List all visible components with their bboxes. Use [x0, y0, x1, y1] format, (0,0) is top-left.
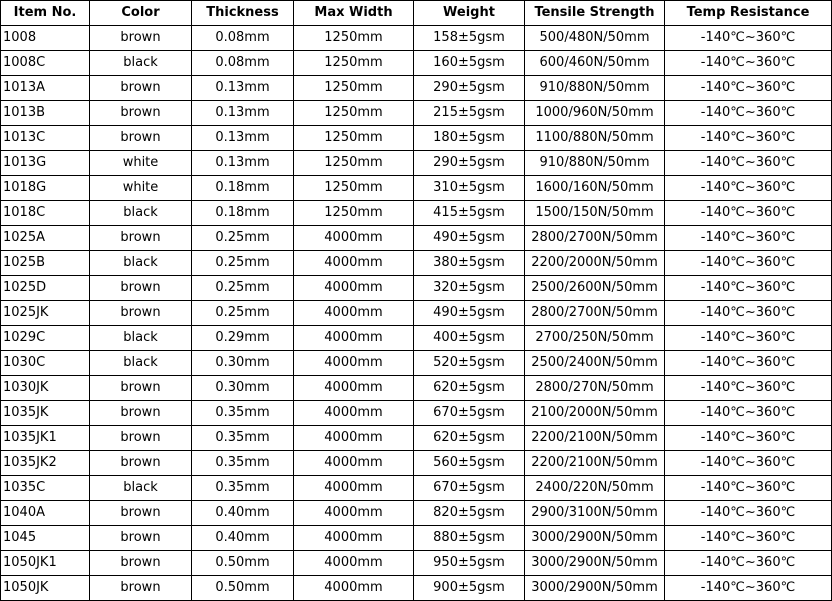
cell-temp-resistance: -140℃~360℃: [665, 401, 832, 426]
cell-weight: 320±5gsm: [414, 276, 525, 301]
table-row: [1, 126, 832, 151]
cell-thickness: 0.30mm: [192, 376, 294, 401]
cell-tensile-strength: 2800/270N/50mm: [525, 376, 665, 401]
cell-tensile-strength: 1000/960N/50mm: [525, 101, 665, 126]
cell-color: brown: [90, 76, 192, 101]
header-weight: Weight: [414, 1, 525, 26]
cell-max-width: 4000mm: [294, 576, 414, 601]
table-row: [1, 326, 832, 351]
cell-max-width: 4000mm: [294, 251, 414, 276]
table-row: [1, 501, 832, 526]
cell-max-width: 4000mm: [294, 526, 414, 551]
cell-weight: 158±5gsm: [414, 26, 525, 51]
cell-tensile-strength: 1500/150N/50mm: [525, 201, 665, 226]
cell-color: brown: [90, 501, 192, 526]
table-row: [1, 151, 832, 176]
cell-weight: 520±5gsm: [414, 351, 525, 376]
cell-item-no: 1035JK1: [1, 426, 90, 451]
table-row: [1, 176, 832, 201]
table-header: [1, 1, 832, 26]
cell-thickness: 0.35mm: [192, 451, 294, 476]
table-row: [1, 576, 832, 601]
cell-weight: 620±5gsm: [414, 426, 525, 451]
cell-item-no: 1050JK: [1, 576, 90, 601]
cell-item-no: 1013B: [1, 101, 90, 126]
cell-color: black: [90, 201, 192, 226]
cell-thickness: 0.18mm: [192, 201, 294, 226]
cell-item-no: 1035C: [1, 476, 90, 501]
cell-temp-resistance: -140℃~360℃: [665, 326, 832, 351]
cell-item-no: 1050JK1: [1, 551, 90, 576]
cell-max-width: 4000mm: [294, 376, 414, 401]
cell-item-no: 1029C: [1, 326, 90, 351]
cell-max-width: 4000mm: [294, 401, 414, 426]
cell-tensile-strength: 500/480N/50mm: [525, 26, 665, 51]
cell-tensile-strength: 2400/220N/50mm: [525, 476, 665, 501]
cell-max-width: 4000mm: [294, 551, 414, 576]
cell-max-width: 1250mm: [294, 26, 414, 51]
cell-weight: 900±5gsm: [414, 576, 525, 601]
cell-color: brown: [90, 26, 192, 51]
cell-tensile-strength: 3000/2900N/50mm: [525, 526, 665, 551]
cell-weight: 560±5gsm: [414, 451, 525, 476]
header-thickness: Thickness: [192, 1, 294, 26]
cell-temp-resistance: -140℃~360℃: [665, 26, 832, 51]
table-row: [1, 301, 832, 326]
cell-color: white: [90, 176, 192, 201]
cell-weight: 400±5gsm: [414, 326, 525, 351]
cell-weight: 670±5gsm: [414, 476, 525, 501]
cell-temp-resistance: -140℃~360℃: [665, 51, 832, 76]
cell-thickness: 0.29mm: [192, 326, 294, 351]
cell-temp-resistance: -140℃~360℃: [665, 551, 832, 576]
table-row: [1, 226, 832, 251]
cell-item-no: 1008: [1, 26, 90, 51]
cell-tensile-strength: 2500/2400N/50mm: [525, 351, 665, 376]
cell-max-width: 4000mm: [294, 226, 414, 251]
table-row: [1, 51, 832, 76]
cell-temp-resistance: -140℃~360℃: [665, 426, 832, 451]
header-tensile-strength: Tensile Strength: [525, 1, 665, 26]
cell-max-width: 4000mm: [294, 426, 414, 451]
cell-max-width: 4000mm: [294, 351, 414, 376]
cell-tensile-strength: 2500/2600N/50mm: [525, 276, 665, 301]
cell-thickness: 0.35mm: [192, 426, 294, 451]
cell-temp-resistance: -140℃~360℃: [665, 201, 832, 226]
cell-item-no: 1018G: [1, 176, 90, 201]
cell-weight: 380±5gsm: [414, 251, 525, 276]
cell-temp-resistance: -140℃~360℃: [665, 376, 832, 401]
cell-item-no: 1045: [1, 526, 90, 551]
cell-weight: 490±5gsm: [414, 226, 525, 251]
table-row: [1, 201, 832, 226]
cell-max-width: 1250mm: [294, 151, 414, 176]
header-color: Color: [90, 1, 192, 26]
table-row: [1, 276, 832, 301]
cell-item-no: 1040A: [1, 501, 90, 526]
cell-weight: 160±5gsm: [414, 51, 525, 76]
header-temp-resistance: Temp Resistance: [665, 1, 832, 26]
cell-item-no: 1025B: [1, 251, 90, 276]
cell-tensile-strength: 3000/2900N/50mm: [525, 576, 665, 601]
table-row: [1, 526, 832, 551]
cell-tensile-strength: 2700/250N/50mm: [525, 326, 665, 351]
table-body: [1, 26, 832, 601]
cell-max-width: 1250mm: [294, 201, 414, 226]
cell-temp-resistance: -140℃~360℃: [665, 451, 832, 476]
cell-weight: 215±5gsm: [414, 101, 525, 126]
cell-weight: 880±5gsm: [414, 526, 525, 551]
cell-tensile-strength: 2900/3100N/50mm: [525, 501, 665, 526]
cell-temp-resistance: -140℃~360℃: [665, 76, 832, 101]
cell-max-width: 4000mm: [294, 326, 414, 351]
cell-max-width: 1250mm: [294, 76, 414, 101]
table-row: [1, 401, 832, 426]
cell-thickness: 0.30mm: [192, 351, 294, 376]
cell-thickness: 0.35mm: [192, 476, 294, 501]
table-row: [1, 26, 832, 51]
cell-thickness: 0.40mm: [192, 526, 294, 551]
cell-thickness: 0.25mm: [192, 226, 294, 251]
table-row: [1, 101, 832, 126]
table-row: [1, 376, 832, 401]
cell-max-width: 4000mm: [294, 476, 414, 501]
cell-thickness: 0.13mm: [192, 126, 294, 151]
cell-tensile-strength: 910/880N/50mm: [525, 76, 665, 101]
table-row: [1, 76, 832, 101]
cell-temp-resistance: -140℃~360℃: [665, 176, 832, 201]
cell-thickness: 0.08mm: [192, 26, 294, 51]
cell-max-width: 1250mm: [294, 126, 414, 151]
cell-item-no: 1013G: [1, 151, 90, 176]
cell-max-width: 1250mm: [294, 176, 414, 201]
cell-tensile-strength: 600/460N/50mm: [525, 51, 665, 76]
table-row: [1, 351, 832, 376]
table-row: [1, 426, 832, 451]
cell-color: brown: [90, 101, 192, 126]
cell-temp-resistance: -140℃~360℃: [665, 226, 832, 251]
cell-item-no: 1018C: [1, 201, 90, 226]
cell-item-no: 1035JK2: [1, 451, 90, 476]
cell-tensile-strength: 1600/160N/50mm: [525, 176, 665, 201]
cell-thickness: 0.25mm: [192, 276, 294, 301]
cell-tensile-strength: 1100/880N/50mm: [525, 126, 665, 151]
cell-color: black: [90, 326, 192, 351]
header-max-width: Max Width: [294, 1, 414, 26]
table-row: [1, 251, 832, 276]
table-row: [1, 476, 832, 501]
cell-item-no: 1013A: [1, 76, 90, 101]
cell-item-no: 1025A: [1, 226, 90, 251]
cell-item-no: 1030JK: [1, 376, 90, 401]
cell-tensile-strength: 2100/2000N/50mm: [525, 401, 665, 426]
cell-color: black: [90, 251, 192, 276]
cell-temp-resistance: -140℃~360℃: [665, 276, 832, 301]
cell-color: brown: [90, 551, 192, 576]
cell-temp-resistance: -140℃~360℃: [665, 576, 832, 601]
cell-item-no: 1008C: [1, 51, 90, 76]
cell-temp-resistance: -140℃~360℃: [665, 251, 832, 276]
cell-color: brown: [90, 401, 192, 426]
cell-item-no: 1013C: [1, 126, 90, 151]
header-item-no: Item No.: [1, 1, 90, 26]
cell-tensile-strength: 2800/2700N/50mm: [525, 301, 665, 326]
cell-thickness: 0.40mm: [192, 501, 294, 526]
cell-color: brown: [90, 301, 192, 326]
cell-max-width: 4000mm: [294, 301, 414, 326]
cell-temp-resistance: -140℃~360℃: [665, 126, 832, 151]
table-row: [1, 451, 832, 476]
cell-tensile-strength: 910/880N/50mm: [525, 151, 665, 176]
cell-thickness: 0.25mm: [192, 301, 294, 326]
cell-weight: 490±5gsm: [414, 301, 525, 326]
cell-weight: 180±5gsm: [414, 126, 525, 151]
cell-temp-resistance: -140℃~360℃: [665, 501, 832, 526]
cell-weight: 290±5gsm: [414, 76, 525, 101]
cell-thickness: 0.13mm: [192, 76, 294, 101]
cell-max-width: 1250mm: [294, 51, 414, 76]
cell-color: brown: [90, 426, 192, 451]
cell-weight: 620±5gsm: [414, 376, 525, 401]
cell-tensile-strength: 2200/2000N/50mm: [525, 251, 665, 276]
cell-weight: 290±5gsm: [414, 151, 525, 176]
cell-item-no: 1025JK: [1, 301, 90, 326]
cell-max-width: 4000mm: [294, 451, 414, 476]
cell-temp-resistance: -140℃~360℃: [665, 101, 832, 126]
cell-temp-resistance: -140℃~360℃: [665, 151, 832, 176]
cell-weight: 310±5gsm: [414, 176, 525, 201]
cell-thickness: 0.13mm: [192, 151, 294, 176]
cell-item-no: 1035JK: [1, 401, 90, 426]
cell-thickness: 0.50mm: [192, 576, 294, 601]
cell-thickness: 0.25mm: [192, 251, 294, 276]
cell-color: brown: [90, 376, 192, 401]
table-row: [1, 551, 832, 576]
cell-color: brown: [90, 226, 192, 251]
cell-max-width: 1250mm: [294, 101, 414, 126]
cell-color: white: [90, 151, 192, 176]
cell-temp-resistance: -140℃~360℃: [665, 351, 832, 376]
cell-temp-resistance: -140℃~360℃: [665, 301, 832, 326]
cell-color: brown: [90, 126, 192, 151]
cell-weight: 670±5gsm: [414, 401, 525, 426]
cell-weight: 820±5gsm: [414, 501, 525, 526]
cell-item-no: 1030C: [1, 351, 90, 376]
cell-color: brown: [90, 276, 192, 301]
cell-item-no: 1025D: [1, 276, 90, 301]
cell-thickness: 0.50mm: [192, 551, 294, 576]
cell-color: brown: [90, 451, 192, 476]
cell-color: black: [90, 51, 192, 76]
cell-tensile-strength: 3000/2900N/50mm: [525, 551, 665, 576]
cell-thickness: 0.08mm: [192, 51, 294, 76]
cell-tensile-strength: 2800/2700N/50mm: [525, 226, 665, 251]
cell-max-width: 4000mm: [294, 276, 414, 301]
header-row: [1, 1, 832, 26]
cell-weight: 950±5gsm: [414, 551, 525, 576]
cell-max-width: 4000mm: [294, 501, 414, 526]
cell-tensile-strength: 2200/2100N/50mm: [525, 451, 665, 476]
cell-color: black: [90, 476, 192, 501]
cell-color: brown: [90, 526, 192, 551]
cell-thickness: 0.35mm: [192, 401, 294, 426]
cell-temp-resistance: -140℃~360℃: [665, 476, 832, 501]
cell-color: black: [90, 351, 192, 376]
cell-tensile-strength: 2200/2100N/50mm: [525, 426, 665, 451]
cell-thickness: 0.13mm: [192, 101, 294, 126]
cell-temp-resistance: -140℃~360℃: [665, 526, 832, 551]
cell-thickness: 0.18mm: [192, 176, 294, 201]
cell-weight: 415±5gsm: [414, 201, 525, 226]
cell-color: brown: [90, 576, 192, 601]
